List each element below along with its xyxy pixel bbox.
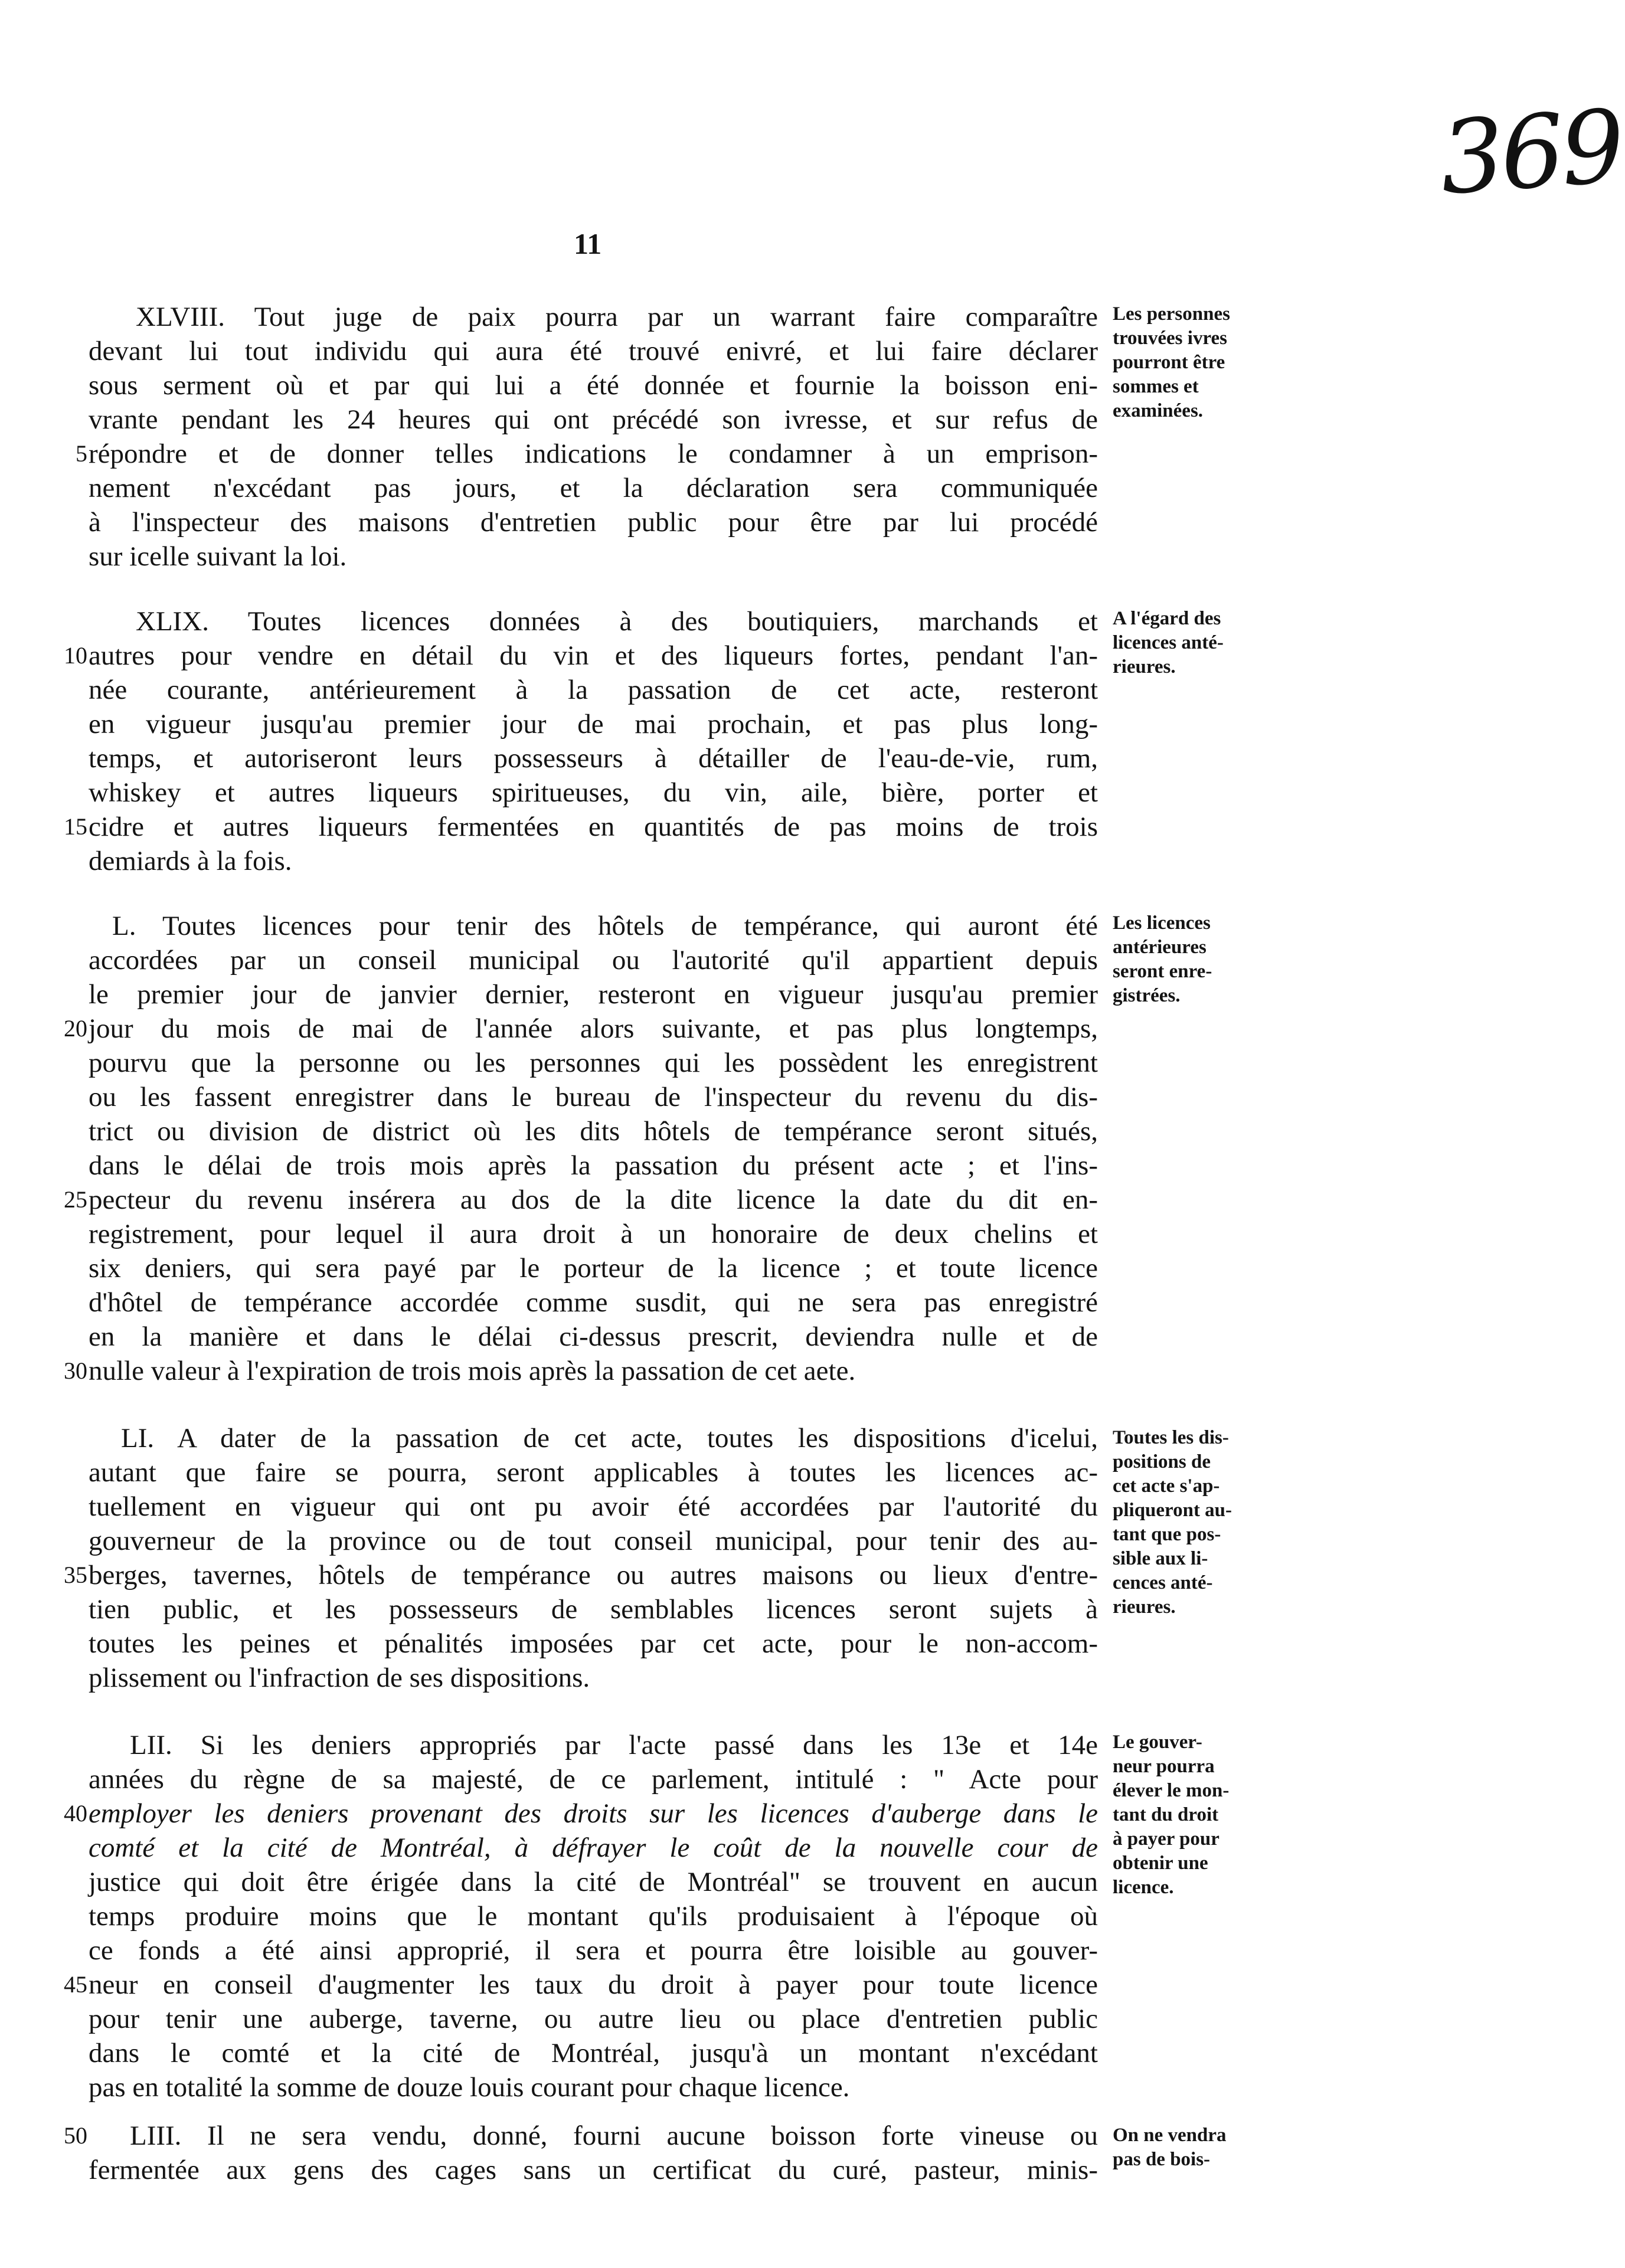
section-body	[89, 1728, 1098, 1762]
margin-line: rieures.	[1113, 656, 1176, 678]
text-line: le premier jour de janvier dernier, resteront en vigueur jusqu'au premier	[89, 979, 1098, 1010]
margin-line: licences anté-	[1113, 632, 1224, 653]
margin-line: gistrées.	[1113, 985, 1181, 1006]
line-number: 45	[64, 1971, 87, 1998]
margin-line: élever le mon-	[1113, 1780, 1230, 1801]
text-line: ou les fassent enregistrer dans le bureau de l'inspecteur du revenu du dis-	[89, 1082, 1098, 1112]
page-number: 11	[574, 227, 602, 260]
handwritten-folio-number: 369	[1436, 88, 1625, 218]
text-line: XLVIII. Tout juge de paix pourra par un warrant faire comparaître	[136, 302, 1098, 332]
margin-line: sible aux li-	[1113, 1548, 1208, 1569]
section-body-cont	[89, 1762, 1098, 2105]
section-body	[89, 300, 1098, 334]
line-number: 20	[64, 1015, 87, 1042]
margin-line: pliqueront au-	[1113, 1500, 1232, 1521]
text-line: demiards à la fois.	[89, 846, 292, 876]
text-line: à l'inspecteur des maisons d'entretien public pour être par lui procédé	[89, 507, 1098, 538]
text-line: temps produire moins que le montant qu'ils produisaient à l'époque où	[89, 1901, 1098, 1932]
text-line: berges, tavernes, hôtels de tempérance ou autres maisons ou lieux d'entre-	[89, 1560, 1098, 1590]
text-line: registrement, pour lequel il aura droit à un honoraire de deux chelins et	[89, 1219, 1098, 1249]
text-line: dans le comté et la cité de Montréal, jusqu'à un montant n'excédant	[89, 2038, 1098, 2069]
text-line: XLIX. Toutes licences données à des boutiquiers, marchands et	[136, 606, 1098, 637]
line-number: 15	[64, 813, 87, 840]
text-line: toutes les peines et pénalités imposées par cet acte, pour le non-accom-	[89, 1628, 1098, 1659]
text-line: fermentée aux gens des cages sans un certificat du curé, pasteur, minis-	[89, 2155, 1098, 2185]
margin-line: tant que pos-	[1113, 1524, 1221, 1545]
section-body	[89, 604, 1098, 639]
text-line: sur icelle suivant la loi.	[89, 541, 347, 572]
text-line: jour du mois de mai de l'année alors suivante, et pas plus longtemps,	[89, 1013, 1098, 1044]
margin-line: rieures.	[1113, 1596, 1176, 1618]
margin-line: pourront être	[1113, 352, 1225, 373]
margin-line: obtenir une	[1113, 1853, 1208, 1874]
text-line: répondre et de donner telles indications le condamner à un emprison-	[89, 438, 1098, 469]
margin-line: cet acte s'ap-	[1113, 1475, 1220, 1497]
text-line: employer les deniers provenant des droits sur les licences d'auberge dans le	[89, 1798, 1098, 1829]
margin-line: seront enre-	[1113, 961, 1212, 982]
text-line: LI. A dater de la passation de cet acte, toutes les dispositions d'icelui,	[121, 1423, 1098, 1454]
margin-note	[1113, 1426, 1290, 1619]
section-body	[89, 2119, 1098, 2153]
margin-line: positions de	[1113, 1451, 1211, 1472]
text-line: sous serment où et par qui lui a été donnée et fournie la boisson eni-	[89, 370, 1098, 401]
text-line: accordées par un conseil municipal ou l'autorité qu'il appartient depuis	[89, 945, 1098, 976]
margin-line: Les licences	[1113, 912, 1211, 934]
text-line: années du règne de sa majesté, de ce parlement, intitulé : " Acte pour	[89, 1764, 1098, 1795]
section-body-cont	[89, 1455, 1098, 1695]
margin-line: examinées.	[1113, 400, 1204, 421]
margin-line: A l'égard des	[1113, 608, 1221, 629]
section-body-cont	[89, 2153, 1098, 2187]
line-number: 25	[64, 1186, 87, 1213]
text-line: comté et la cité de Montréal, à défrayer le coût de la nouvelle cour de	[89, 1832, 1098, 1863]
line-number: 50	[64, 2122, 87, 2149]
text-line: LII. Si les deniers appropriés par l'acte passé dans les 13e et 14e	[130, 1730, 1098, 1760]
text-line: autres pour vendre en détail du vin et des liqueurs fortes, pendant l'an-	[89, 640, 1098, 671]
text-line: cidre et autres liqueurs fermentées en quantités de pas moins de trois	[89, 811, 1098, 842]
text-line: plissement ou l'infraction de ses dispositions.	[89, 1662, 590, 1693]
margin-line: neur pourra	[1113, 1756, 1215, 1777]
margin-line: pas de bois-	[1113, 2149, 1211, 2170]
text-line: pecteur du revenu insérera au dos de la dite licence la date du dit en-	[89, 1184, 1098, 1215]
line-number: 40	[64, 1800, 87, 1827]
margin-line: antérieures	[1113, 937, 1207, 958]
line-number: 5	[76, 440, 87, 467]
text-line: L. Toutes licences pour tenir des hôtels de tempérance, qui auront été	[112, 911, 1098, 941]
line-number: 10	[64, 642, 87, 669]
text-line: temps, et autoriseront leurs possesseurs à détailler de l'eau-de-vie, rum,	[89, 743, 1098, 774]
text-line: devant lui tout individu qui aura été trouvé enivré, et lui faire déclarer	[89, 336, 1098, 366]
section-body	[89, 909, 1098, 943]
margin-note	[1113, 1730, 1290, 1900]
text-line: nement n'excédant pas jours, et la déclaration sera communiquée	[89, 473, 1098, 503]
text-line: ce fonds a été ainsi approprié, il sera et pourra être loisible au gouver-	[89, 1935, 1098, 1966]
margin-note	[1113, 911, 1290, 1008]
margin-line: tant du droit	[1113, 1804, 1219, 1825]
section-body-cont	[89, 639, 1098, 878]
text-line: vrante pendant les 24 heures qui ont précédé son ivresse, et sur refus de	[89, 404, 1098, 435]
margin-line: licence.	[1113, 1877, 1174, 1898]
text-line: en la manière et dans le délai ci-dessus prescrit, deviendra nulle et de	[89, 1321, 1098, 1352]
text-line: en vigueur jusqu'au premier jour de mai prochain, et pas plus long-	[89, 709, 1098, 739]
text-line: gouverneur de la province ou de tout conseil municipal, pour tenir des au-	[89, 1526, 1098, 1556]
margin-line: Les personnes	[1113, 303, 1230, 325]
text-line: pourvu que la personne ou les personnes qui les possèdent les enregistrent	[89, 1048, 1098, 1078]
margin-note	[1113, 607, 1290, 679]
margin-line: à payer pour	[1113, 1828, 1219, 1850]
text-line: justice qui doit être érigée dans la cité de Montréal" se trouvent en aucun	[89, 1867, 1098, 1897]
margin-line: Toutes les dis-	[1113, 1427, 1229, 1448]
text-line: pour tenir une auberge, taverne, ou autre lieu ou place d'entretien public	[89, 2004, 1098, 2034]
text-line: nulle valeur à l'expiration de trois mois après la passation de cet aete.	[89, 1356, 856, 1386]
line-number: 30	[64, 1357, 87, 1384]
text-line: née courante, antérieurement à la passation de cet acte, resteront	[89, 675, 1098, 705]
text-line: LIII. Il ne sera vendu, donné, fourni aucune boisson forte vineuse ou	[130, 2120, 1098, 2151]
margin-line: On ne vendra	[1113, 2125, 1227, 2146]
section-body-cont	[89, 943, 1098, 1388]
margin-line: Le gouver-	[1113, 1732, 1202, 1753]
text-line: pas en totalité la somme de douze louis courant pour chaque licence.	[89, 2072, 850, 2103]
text-line: trict ou division de district où les dits hôtels de tempérance seront situés,	[89, 1116, 1098, 1147]
text-line: six deniers, qui sera payé par le porteur de la licence ; et toute licence	[89, 1253, 1098, 1284]
margin-note	[1113, 302, 1290, 423]
text-line: tuellement en vigueur qui ont pu avoir été accordées par l'autorité du	[89, 1491, 1098, 1522]
text-line: autant que faire se pourra, seront applicables à toutes les licences ac-	[89, 1457, 1098, 1488]
section-body	[89, 1421, 1098, 1455]
margin-line: trouvées ivres	[1113, 328, 1227, 349]
text-line: d'hôtel de tempérance accordée comme susdit, qui ne sera pas enregistré	[89, 1287, 1098, 1318]
margin-note	[1113, 2123, 1290, 2172]
margin-line: sommes et	[1113, 376, 1199, 397]
text-line: neur en conseil d'augmenter les taux du droit à payer pour toute licence	[89, 1969, 1098, 2000]
text-line: tien public, et les possesseurs de semblables licences seront sujets à	[89, 1594, 1098, 1625]
section-body-cont	[89, 334, 1098, 574]
line-number: 35	[64, 1562, 87, 1588]
text-line: whiskey et autres liqueurs spiritueuses, du vin, aile, bière, porter et	[89, 777, 1098, 808]
margin-line: cences anté-	[1113, 1572, 1213, 1593]
text-line: dans le délai de trois mois après la passation du présent acte ; et l'ins-	[89, 1150, 1098, 1181]
